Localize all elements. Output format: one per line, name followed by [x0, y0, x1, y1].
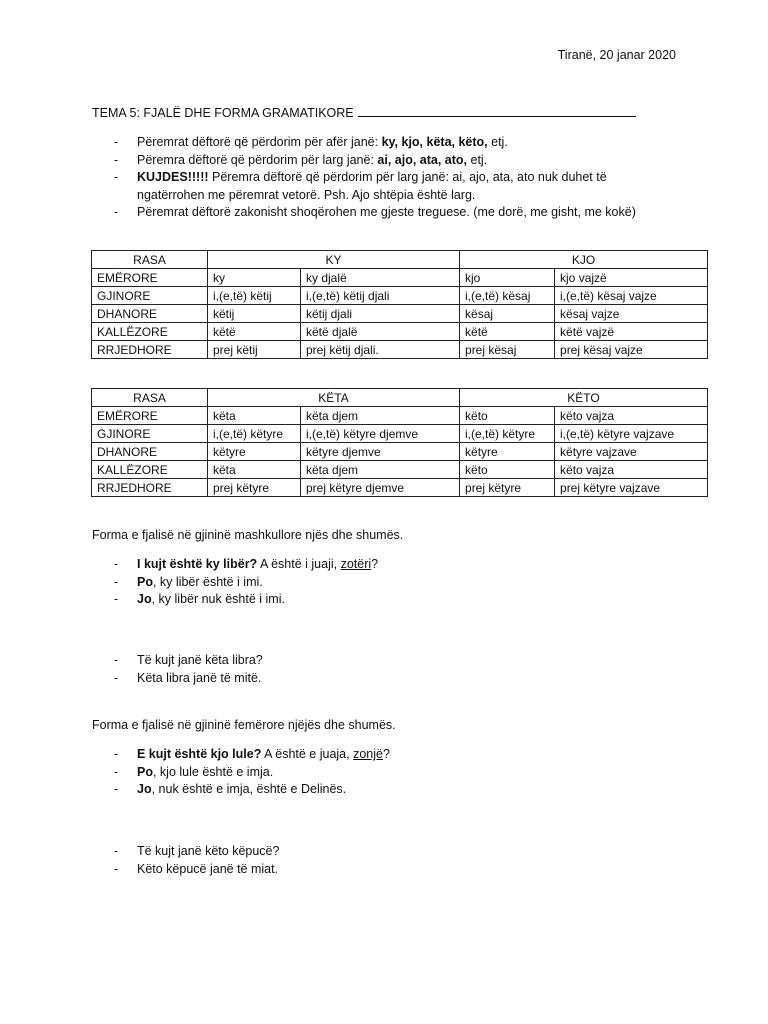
table-cell: i,(e,të) këtyre: [208, 425, 301, 443]
list-item: - E kujt është kjo lule? A është e juaja, zonjë?: [114, 746, 674, 764]
header-rasa: RASA: [92, 251, 208, 269]
table-row: [92, 461, 708, 479]
table-cell: prej kësaj vajze: [555, 341, 708, 359]
table-cell: i,(e,të) këtij: [208, 287, 301, 305]
table-row: [92, 443, 708, 461]
table-cell: i,(e,të) këtyre: [460, 425, 555, 443]
table-cell: këtij djali: [301, 305, 460, 323]
intro-item: - KUJDES!!!!! Përemra dëftorë që përdorim për larg janë: ai, ajo, ata, ato nuk duhet të ngatërrohen me përemrat vetorë. Psh. Ajo shtëpia është larg.: [114, 169, 674, 204]
table-row: [92, 407, 708, 425]
table-cell: kësaj: [460, 305, 555, 323]
case-cell: KALLËZORE: [92, 461, 208, 479]
table-row: [92, 287, 708, 305]
table-row: [92, 425, 708, 443]
masculine-plural-list: [114, 652, 674, 687]
list-item: - Po, ky libër është i imi.: [114, 574, 674, 592]
table-cell: kjo: [460, 269, 555, 287]
table-row: [92, 479, 708, 497]
table-row: [92, 269, 708, 287]
intro-item: - Përemra dëftorë që përdorim për larg janë: ai, ajo, ata, ato, etj.: [114, 152, 674, 170]
table-cell: ky djalë: [301, 269, 460, 287]
feminine-singular-list: [114, 746, 674, 799]
feminine-heading: Forma e fjalisë në gjininë femërore njëjës dhe shumës.: [92, 718, 396, 732]
table-cell: këtë vajzë: [555, 323, 708, 341]
declension-table-ky-kjo: [91, 250, 708, 359]
table-cell: prej kësaj: [460, 341, 555, 359]
header-ky: KY: [208, 251, 460, 269]
masculine-heading: Forma e fjalisë në gjininë mashkullore njës dhe shumës.: [92, 528, 404, 542]
table-cell: i,(e,të) kësaj vajze: [555, 287, 708, 305]
table-cell: këto: [460, 461, 555, 479]
document-title: [92, 104, 636, 120]
document-date: Tiranë, 20 janar 2020: [557, 48, 676, 62]
case-cell: KALLËZORE: [92, 323, 208, 341]
case-cell: DHANORE: [92, 305, 208, 323]
table-cell: këto vajza: [555, 407, 708, 425]
case-cell: GJINORE: [92, 287, 208, 305]
table-cell: këtë djalë: [301, 323, 460, 341]
intro-item: - Përemrat dëftorë që përdorim për afër janë: ky, kjo, këta, këto, etj.: [114, 134, 674, 152]
table-cell: këta djem: [301, 407, 460, 425]
table-cell: këta djem: [301, 461, 460, 479]
case-cell: EMËRORE: [92, 407, 208, 425]
table-row: [92, 323, 708, 341]
table-cell: prej këtij djali.: [301, 341, 460, 359]
table-cell: prej këtyre: [208, 479, 301, 497]
list-item: - Të kujt janë këta libra?: [114, 652, 674, 670]
table-header-row: [92, 389, 708, 407]
table-cell: këtij: [208, 305, 301, 323]
title-text: TEMA 5: FJALË DHE FORMA GRAMATIKORE: [92, 106, 354, 120]
table-cell: këtyre vajzave: [555, 443, 708, 461]
table-cell: i,(e,të) këtyre djemve: [301, 425, 460, 443]
header-keta: KËTA: [208, 389, 460, 407]
header-rasa: RASA: [92, 389, 208, 407]
table-cell: i,(e,të) këtyre vajzave: [555, 425, 708, 443]
table-cell: kjo vajzë: [555, 269, 708, 287]
table-cell: prej këtyre djemve: [301, 479, 460, 497]
list-item: - Këto këpucë janë të miat.: [114, 861, 674, 879]
table-cell: i,(e,të) kësaj: [460, 287, 555, 305]
table-header-row: [92, 251, 708, 269]
table-cell: këtyre: [208, 443, 301, 461]
header-kjo: KJO: [460, 251, 708, 269]
case-cell: EMËRORE: [92, 269, 208, 287]
declension-table-keta-keto: [91, 388, 708, 497]
feminine-plural-list: [114, 843, 674, 878]
table-cell: këto: [460, 407, 555, 425]
case-cell: DHANORE: [92, 443, 208, 461]
table-cell: prej këtij: [208, 341, 301, 359]
table-cell: këta: [208, 407, 301, 425]
table-cell: ky: [208, 269, 301, 287]
list-item: - I kujt është ky libër? A është i juaji, zotëri?: [114, 556, 674, 574]
case-cell: GJINORE: [92, 425, 208, 443]
table-cell: këtë: [208, 323, 301, 341]
intro-item: - Përemrat dëftorë zakonisht shoqërohen me gjeste treguese. (me dorë, me gisht, me kokë): [114, 204, 674, 222]
table-row: [92, 341, 708, 359]
case-cell: RRJEDHORE: [92, 479, 208, 497]
table-cell: i,(e,të) këtij djali: [301, 287, 460, 305]
list-item: - Këta libra janë të mitë.: [114, 670, 674, 688]
header-keto: KËTO: [460, 389, 708, 407]
table-cell: këtë: [460, 323, 555, 341]
table-cell: këto vajza: [555, 461, 708, 479]
list-item: - Jo, ky libër nuk është i imi.: [114, 591, 674, 609]
intro-list: [114, 134, 674, 222]
list-item: - Po, kjo lule është e imja.: [114, 764, 674, 782]
list-item: - Jo, nuk është e imja, është e Delinës.: [114, 781, 674, 799]
title-underline: [358, 104, 636, 117]
table-row: [92, 305, 708, 323]
table-cell: këtyre djemve: [301, 443, 460, 461]
case-cell: RRJEDHORE: [92, 341, 208, 359]
table-cell: këtyre: [460, 443, 555, 461]
masculine-singular-list: [114, 556, 674, 609]
table-cell: kësaj vajze: [555, 305, 708, 323]
list-item: - Të kujt janë këto këpucë?: [114, 843, 674, 861]
table-cell: prej këtyre vajzave: [555, 479, 708, 497]
table-cell: këta: [208, 461, 301, 479]
table-cell: prej këtyre: [460, 479, 555, 497]
